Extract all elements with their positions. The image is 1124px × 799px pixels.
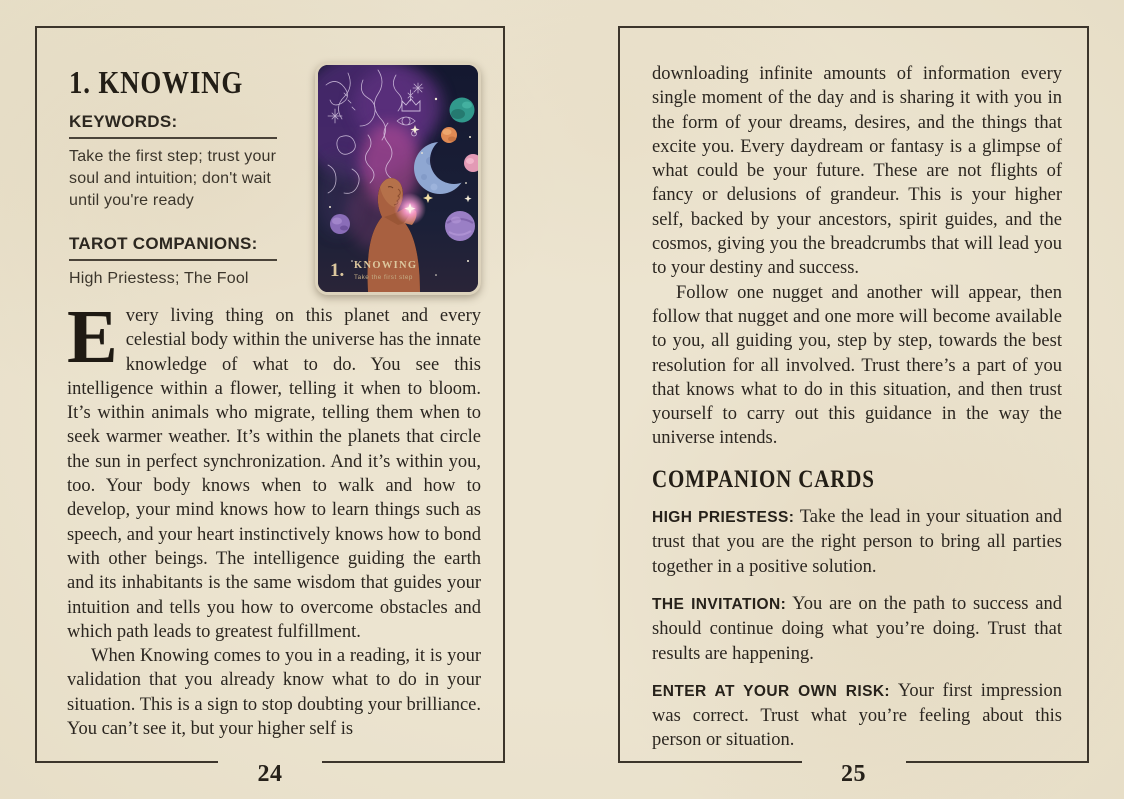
companion-label: HIGH PRIESTESS: [652,509,795,527]
planet-violet [330,214,350,234]
tarot-companions-text: High Priestess; The Fool [69,270,249,287]
planet-purple [445,211,475,241]
tarot-companions-heading: TAROT COMPANIONS: [69,234,277,261]
right-page-number: 25 [841,761,866,787]
card-artwork [318,65,478,292]
keywords-heading: KEYWORDS: [69,112,277,139]
left-page-body [67,295,481,741]
body-text: downloading infinite amounts of information every single moment of the day and is sharing it with you in the form of your dreams, desires, and the things that excite you. Every daydream or fantasy is a glimpse of what could be your future. These are not flights of fancy or delusions of grandeur. This is your higher self, backed by your ancestors, spirit guides, and the cosmos, giving you the breadcrumbs that will lead you to your destiny and success. [652,64,1062,279]
right-page-body [652,62,1062,753]
body-paragraph [652,62,1062,281]
companion-entry [652,505,1062,579]
right-page-bottom-border-right [906,761,1088,763]
knowing-card-image [315,62,481,295]
companion-text: Your first impression was correct. Trust what you’re feeling about this person or situation. [652,680,1062,751]
body-text: When Knowing comes to you in a reading, it is your validation that you already know what to do in your situation. This is a sign to stop doubting your brilliance. You can’t see it, but your higher self is [67,646,481,740]
card-subtitle: Take the first step [354,274,413,281]
left-page-bottom-border-right [322,761,503,763]
card-number: 1. [330,260,345,281]
companion-entry [652,679,1062,753]
companion-text: You are on the path to success and should continue doing what you’re doing. Trust that results are happening. [652,593,1062,664]
left-page [35,26,505,787]
body-paragraph [67,644,481,741]
card-title: KNOWING [354,260,418,271]
card-label [330,260,417,281]
keywords-text: Take the first step; trust your soul and intuition; don't wait until you're ready [69,148,277,209]
planet-orange [441,127,457,143]
crescent-moon-icon [414,142,466,194]
body-text: Follow one nugget and another will appear, then follow that nugget and one more will become available to you, all guiding you, step by step, towards the best resolution for all involved. Trust there’s a part of you that knows what to do in this situation, and then trust yourself to carry out this guidance in the way the universe intends. [652,282,1062,449]
companion-label: ENTER AT YOUR OWN RISK: [652,682,890,700]
dropcap: E [67,295,118,379]
companion-cards-heading: COMPANION CARDS [652,465,875,493]
tarot-companions-block [69,234,281,290]
right-page-bottom-border-left [620,761,802,763]
left-page-bottom-border-left [37,761,218,763]
hand-glow [394,193,426,225]
right-page [618,26,1089,787]
left-page-number: 24 [257,761,283,787]
body-paragraph [67,295,481,644]
companion-text: Take the lead in your situation and trust that you are the right person to bring all parties together in a positive solution. [652,507,1063,577]
chapter-title: 1. KNOWING [69,64,244,100]
companion-label: THE INVITATION: [652,595,787,613]
planet-teal [450,98,475,123]
body-paragraph [652,281,1062,451]
companion-entry [652,592,1062,666]
keywords-column [69,112,281,290]
body-text: very living thing on this planet and every celestial body within the universe has the innate knowledge of what to do. You see this intelligence within a flower, telling it when to bloom. It’s within animals who migrate, telling them when to seek warmer weather. It’s within the planets that circle the sun in perfect synchronization. And it’s within you, too. Your body knows when to walk and how to develop, your mind knows how to learn things such as speech, and your heart instinctively knows how to bond with other beings. The intelligence guiding the earth and its inhabitants is the same wisdom that guides your intuition and tells you how to overcome obstacles and which path leads to greatest fulfillment. [67,306,481,642]
